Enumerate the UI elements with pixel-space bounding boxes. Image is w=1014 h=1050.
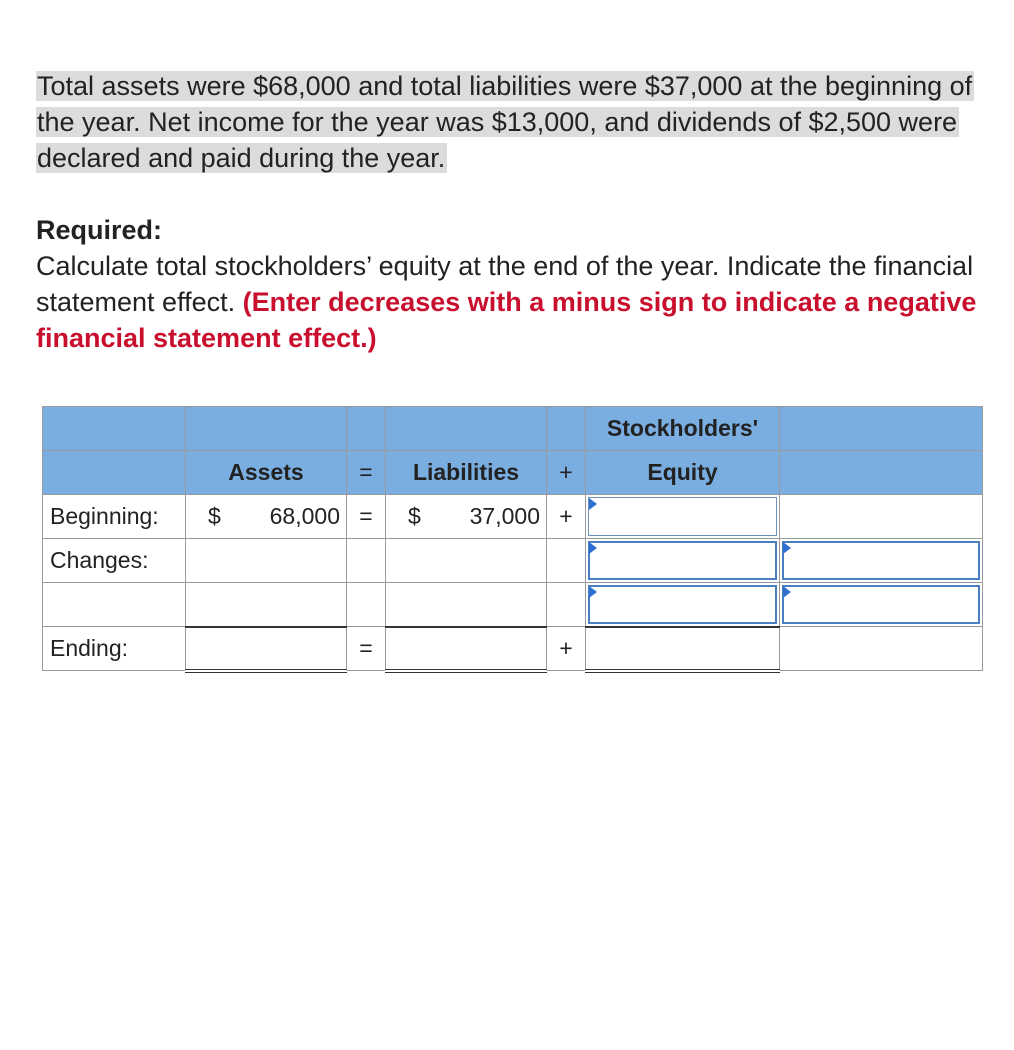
problem-text: Total assets were $68,000 and total liabilities were $37,000 at the beginning of the year. Net income for the year was $13,000, and dividends of $2,500 were declared and paid during the year. bbox=[37, 71, 973, 173]
header-empty-label bbox=[43, 407, 186, 451]
changes-2-plus-cell bbox=[547, 583, 586, 627]
changes-1-eq-cell bbox=[347, 539, 386, 583]
header-equals-sign: = bbox=[347, 451, 386, 495]
required-body: Calculate total stockholders’ equity at the end of the year. Indicate the financial statement effect. bbox=[36, 251, 974, 317]
ending-equals-sign: = bbox=[347, 627, 386, 671]
input-flag-icon bbox=[589, 586, 597, 598]
ending-liabilities-cell bbox=[386, 627, 547, 671]
beginning-liabilities-cell bbox=[386, 495, 547, 539]
ending-assets-cell bbox=[186, 627, 347, 671]
header-empty-assets bbox=[186, 407, 347, 451]
accounting-equation-table bbox=[42, 406, 983, 673]
changes-2-eq-cell bbox=[347, 583, 386, 627]
ending-plus-sign: + bbox=[547, 627, 586, 671]
beginning-equals-sign: = bbox=[347, 495, 386, 539]
header-assets: Assets bbox=[186, 451, 347, 495]
dropdown-flag-icon bbox=[783, 542, 791, 554]
changes-2-liabilities-cell bbox=[386, 583, 547, 627]
beginning-assets-cell bbox=[186, 495, 347, 539]
header-empty-liabilities bbox=[386, 407, 547, 451]
ending-equity-cell bbox=[586, 627, 780, 671]
row-beginning bbox=[43, 495, 983, 539]
header-empty-extra-2 bbox=[780, 451, 983, 495]
beginning-assets-value: 68,000 bbox=[269, 503, 340, 529]
beginning-equity-cell bbox=[586, 495, 780, 539]
header-empty-plus bbox=[547, 407, 586, 451]
beginning-assets-currency: $ bbox=[208, 503, 221, 529]
changes-1-liabilities-cell bbox=[386, 539, 547, 583]
ending-label: Ending: bbox=[43, 627, 186, 671]
required-section bbox=[36, 212, 1006, 356]
input-flag-icon bbox=[589, 542, 597, 554]
row-changes-2 bbox=[43, 583, 983, 627]
beginning-liabilities-currency: $ bbox=[408, 503, 421, 529]
header-empty-extra bbox=[780, 407, 983, 451]
changes-2-assets-cell bbox=[186, 583, 347, 627]
header-empty-eq bbox=[347, 407, 386, 451]
header-equity: Equity bbox=[586, 451, 780, 495]
changes-1-equity-input[interactable] bbox=[588, 541, 777, 580]
changes-2-equity-input[interactable] bbox=[588, 585, 777, 624]
header-empty-label-2 bbox=[43, 451, 186, 495]
changes-label: Changes: bbox=[43, 539, 186, 583]
ending-extra-cell bbox=[780, 627, 983, 671]
required-instruction: (Enter decreases with a minus sign to indicate a negative financial statement effect.) bbox=[36, 287, 977, 353]
header-liabilities: Liabilities bbox=[386, 451, 547, 495]
header-row-top bbox=[43, 407, 983, 451]
changes-2-equity-cell bbox=[586, 583, 780, 627]
beginning-extra-cell bbox=[780, 495, 983, 539]
row-changes-1 bbox=[43, 539, 983, 583]
beginning-plus-sign: + bbox=[547, 495, 586, 539]
header-plus-sign: + bbox=[547, 451, 586, 495]
changes-1-description-cell bbox=[780, 539, 983, 583]
header-equity-top: Stockholders' bbox=[586, 407, 780, 451]
input-flag-icon bbox=[589, 498, 597, 510]
required-title: Required: bbox=[36, 215, 163, 245]
beginning-liabilities-value: 37,000 bbox=[469, 503, 540, 529]
problem-statement bbox=[36, 68, 996, 176]
dropdown-flag-icon bbox=[783, 586, 791, 598]
changes-1-assets-cell bbox=[186, 539, 347, 583]
changes-1-plus-cell bbox=[547, 539, 586, 583]
changes-1-description-dropdown[interactable] bbox=[782, 541, 980, 580]
row-ending bbox=[43, 627, 983, 671]
changes-2-description-cell bbox=[780, 583, 983, 627]
beginning-equity-input[interactable] bbox=[588, 497, 777, 536]
header-row bbox=[43, 451, 983, 495]
beginning-label: Beginning: bbox=[43, 495, 186, 539]
changes-2-label bbox=[43, 583, 186, 627]
changes-2-description-dropdown[interactable] bbox=[782, 585, 980, 624]
changes-1-equity-cell bbox=[586, 539, 780, 583]
